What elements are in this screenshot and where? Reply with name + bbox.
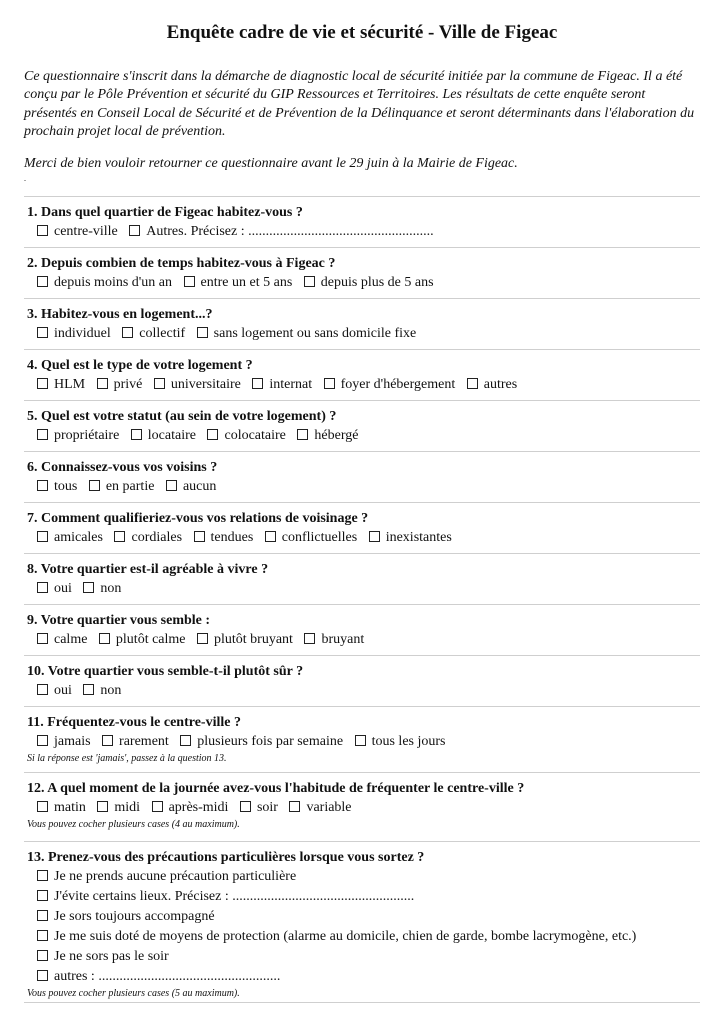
checkbox[interactable] [324,378,335,389]
question-4 [24,349,700,400]
checkbox[interactable] [37,378,48,389]
option[interactable] [37,528,103,548]
option-label: amicales [54,530,103,545]
option[interactable] [369,528,452,548]
checkbox[interactable] [83,684,94,695]
checkbox[interactable] [304,276,315,287]
option[interactable] [197,324,417,344]
question-3 [24,298,700,349]
question-5 [24,400,700,451]
option[interactable] [289,798,351,818]
question-note: Si la réponse est 'jamais', passez à la question 13. [27,753,227,764]
option-label: plusieurs fois par semaine [197,734,344,749]
question-title: 7. Comment qualifieriez-vous vos relations de voisinage ? [27,511,369,526]
option-label: tendues [210,530,254,545]
question-title: 8. Votre quartier est-il agréable à vivre ? [27,562,269,577]
option[interactable] [37,907,700,927]
options-row [27,630,700,650]
checkbox[interactable] [252,378,263,389]
option-label: plutôt bruyant [214,632,293,647]
question-2 [24,247,700,298]
options-row [27,222,700,242]
option[interactable] [324,375,456,395]
option[interactable] [304,273,434,293]
option-label: conflictuelles [281,530,358,545]
option[interactable] [467,375,517,395]
option[interactable] [297,426,358,446]
options-row [27,426,700,446]
checkbox[interactable] [102,735,113,746]
option[interactable] [97,798,140,818]
option-label: matin [54,800,86,815]
option[interactable] [37,222,118,242]
option[interactable] [180,732,343,752]
option[interactable] [240,798,278,818]
option[interactable] [37,477,77,497]
checkbox[interactable] [355,735,366,746]
options-row [27,732,700,752]
checkbox[interactable] [99,633,110,644]
question-title: 6. Connaissez-vous vos voisins ? [27,460,218,475]
checkbox[interactable] [97,801,108,812]
checkbox[interactable] [37,870,48,881]
option-label: sans logement ou sans domicile fixe [213,326,417,341]
question-title: 3. Habitez-vous en logement...? [27,307,213,322]
checkbox[interactable] [240,801,251,812]
option[interactable] [37,375,85,395]
option-label: Je sors toujours accompagné [54,909,215,924]
option-label: collectif [139,326,186,341]
option[interactable] [37,967,700,987]
option[interactable] [37,579,72,599]
option[interactable] [37,273,172,293]
checkbox[interactable] [97,378,108,389]
intro-paragraph: Ce questionnaire s'inscrit dans la démarche de diagnostic local de sécurité initiée par la commune de Figeac. Il a été conçu par le Pôle Prévention et sécurité du GIP Ressources et Territoires. Les résultats de cette enquête seront présentés en Conseil Local de Sécurité et de Prévention de la Délinquance et seront déterminants dans l'élaboration du prochain projet local de prévention. [24,69,695,140]
option-label: midi [114,800,141,815]
checkbox[interactable] [37,910,48,921]
option-label: calme [54,632,88,647]
checkbox[interactable] [37,429,48,440]
option[interactable] [37,798,86,818]
option[interactable] [37,681,72,701]
question-title: 12. A quel moment de la journée avez-vous l'habitude de fréquenter le centre-ville ? [27,781,525,796]
question-list [24,196,700,1003]
option[interactable] [37,867,700,887]
option[interactable] [97,375,143,395]
options-row [27,528,700,548]
checkbox[interactable] [265,531,276,542]
option[interactable] [252,375,312,395]
checkbox[interactable] [369,531,380,542]
checkbox[interactable] [37,930,48,941]
option[interactable] [304,630,364,650]
question-10 [24,655,700,706]
option-label: entre un et 5 ans [200,275,293,290]
option-label: colocataire [224,428,286,443]
checkbox[interactable] [37,801,48,812]
option[interactable] [37,630,87,650]
option-label: autres : .................................................... [54,969,281,984]
option[interactable] [99,630,186,650]
options-column [27,867,700,987]
option-label: universitaire [170,377,241,392]
question-title: 13. Prenez-vous des précautions particulières lorsque vous sortez ? [27,850,425,865]
question-1 [24,196,700,247]
checkbox[interactable] [467,378,478,389]
option-label: internat [269,377,313,392]
option-label: Autres. Précisez : ..................................................... [146,224,434,239]
checkbox[interactable] [194,531,205,542]
question-title: 11. Fréquentez-vous le centre-ville ? [27,715,241,730]
page-title: Enquête cadre de vie et sécurité - Ville de Figeac [166,22,558,43]
option-label: Je ne prends aucune précaution particulière [54,869,297,884]
checkbox[interactable] [37,890,48,901]
option-label: tous les jours [371,734,446,749]
options-row [27,324,700,344]
checkbox[interactable] [89,480,100,491]
options-row [27,681,700,701]
option[interactable] [194,528,254,548]
options-row [27,375,700,395]
options-row [27,273,700,293]
checkbox[interactable] [37,327,48,338]
option-label: propriétaire [54,428,120,443]
option[interactable] [184,273,293,293]
option-label: oui [54,581,72,596]
checkbox[interactable] [114,531,125,542]
option-label: foyer d'hébergement [340,377,456,392]
checkbox[interactable] [152,801,163,812]
checkbox[interactable] [37,970,48,981]
checkbox[interactable] [197,633,208,644]
option-label: plutôt calme [115,632,186,647]
checkbox[interactable] [37,950,48,961]
option-label: individuel [54,326,111,341]
option[interactable] [89,477,155,497]
option[interactable] [37,947,700,967]
checkbox[interactable] [37,480,48,491]
question-note: Vous pouvez cocher plusieurs cases (5 au maximum). [27,988,240,999]
option[interactable] [114,528,182,548]
option-label: HLM [54,377,86,392]
checkbox[interactable] [154,378,165,389]
question-7 [24,502,700,553]
deadline-notice: Merci de bien vouloir retourner ce questionnaire avant le 29 juin à la Mairie de Figeac. [24,155,518,171]
option-label: aucun [182,479,217,494]
question-title: 2. Depuis combien de temps habitez-vous à Figeac ? [27,256,336,271]
option[interactable] [37,927,700,947]
option[interactable] [122,324,185,344]
checkbox[interactable] [197,327,208,338]
option-label: locataire [147,428,196,443]
option-label: inexistantes [385,530,452,545]
option-label: tous [54,479,78,494]
option[interactable] [197,630,293,650]
checkbox[interactable] [37,276,48,287]
option[interactable] [37,887,700,907]
option-label: variable [306,800,352,815]
checkbox[interactable] [37,225,48,236]
checkbox[interactable] [37,582,48,593]
option[interactable] [83,579,121,599]
checkbox[interactable] [131,429,142,440]
checkbox[interactable] [180,735,191,746]
option-label: privé [113,377,143,392]
checkbox[interactable] [122,327,133,338]
checkbox[interactable] [37,633,48,644]
option-label: après-midi [168,800,229,815]
options-row [27,798,700,818]
option[interactable] [166,477,216,497]
checkbox[interactable] [166,480,177,491]
option[interactable] [207,426,285,446]
option-label: oui [54,683,72,698]
option-label: hébergé [314,428,359,443]
checkbox[interactable] [207,429,218,440]
option[interactable] [37,732,91,752]
option[interactable] [154,375,241,395]
checkbox[interactable] [289,801,300,812]
checkbox[interactable] [83,582,94,593]
option-label: non [100,683,122,698]
checkbox[interactable] [297,429,308,440]
option[interactable] [37,426,119,446]
question-11 [24,706,700,772]
option-label: depuis moins d'un an [54,275,173,290]
option[interactable] [131,426,196,446]
option-label: J'évite certains lieux. Précisez : .................................................... [54,889,415,904]
checkbox[interactable] [37,684,48,695]
option-label: jamais [54,734,91,749]
option-label: cordiales [131,530,183,545]
option-label: autres [483,377,518,392]
question-9 [24,604,700,655]
option[interactable] [83,681,121,701]
option-label: Je me suis doté de moyens de protection (alarme au domicile, chien de garde, bombe lacrymogène, etc.) [54,929,637,944]
option-label: depuis plus de 5 ans [320,275,434,290]
stray-dot: . [24,173,26,183]
options-row [27,477,700,497]
option-label: en partie [105,479,155,494]
option-label: bruyant [321,632,365,647]
options-row [27,579,700,599]
question-title: 9. Votre quartier vous semble : [27,613,211,628]
option[interactable] [129,222,433,242]
checkbox[interactable] [37,531,48,542]
question-title: 10. Votre quartier vous semble-t-il plutôt sûr ? [27,664,304,679]
question-6 [24,451,700,502]
question-12 [24,772,700,841]
option[interactable] [265,528,357,548]
question-title: 1. Dans quel quartier de Figeac habitez-vous ? [27,205,303,220]
option-label: centre-ville [54,224,118,239]
option-label: Je ne sors pas le soir [54,949,169,964]
option[interactable] [37,324,111,344]
question-8 [24,553,700,604]
checkbox[interactable] [129,225,140,236]
question-note: Vous pouvez cocher plusieurs cases (4 au maximum). [27,819,240,830]
option-label: soir [256,800,278,815]
question-title: 5. Quel est votre statut (au sein de votre logement) ? [27,409,337,424]
option[interactable] [152,798,229,818]
checkbox[interactable] [184,276,195,287]
question-title: 4. Quel est le type de votre logement ? [27,358,253,373]
checkbox[interactable] [37,735,48,746]
option[interactable] [355,732,446,752]
option[interactable] [102,732,169,752]
option-label: non [100,581,122,596]
checkbox[interactable] [304,633,315,644]
question-13 [24,841,700,1003]
option-label: rarement [119,734,169,749]
